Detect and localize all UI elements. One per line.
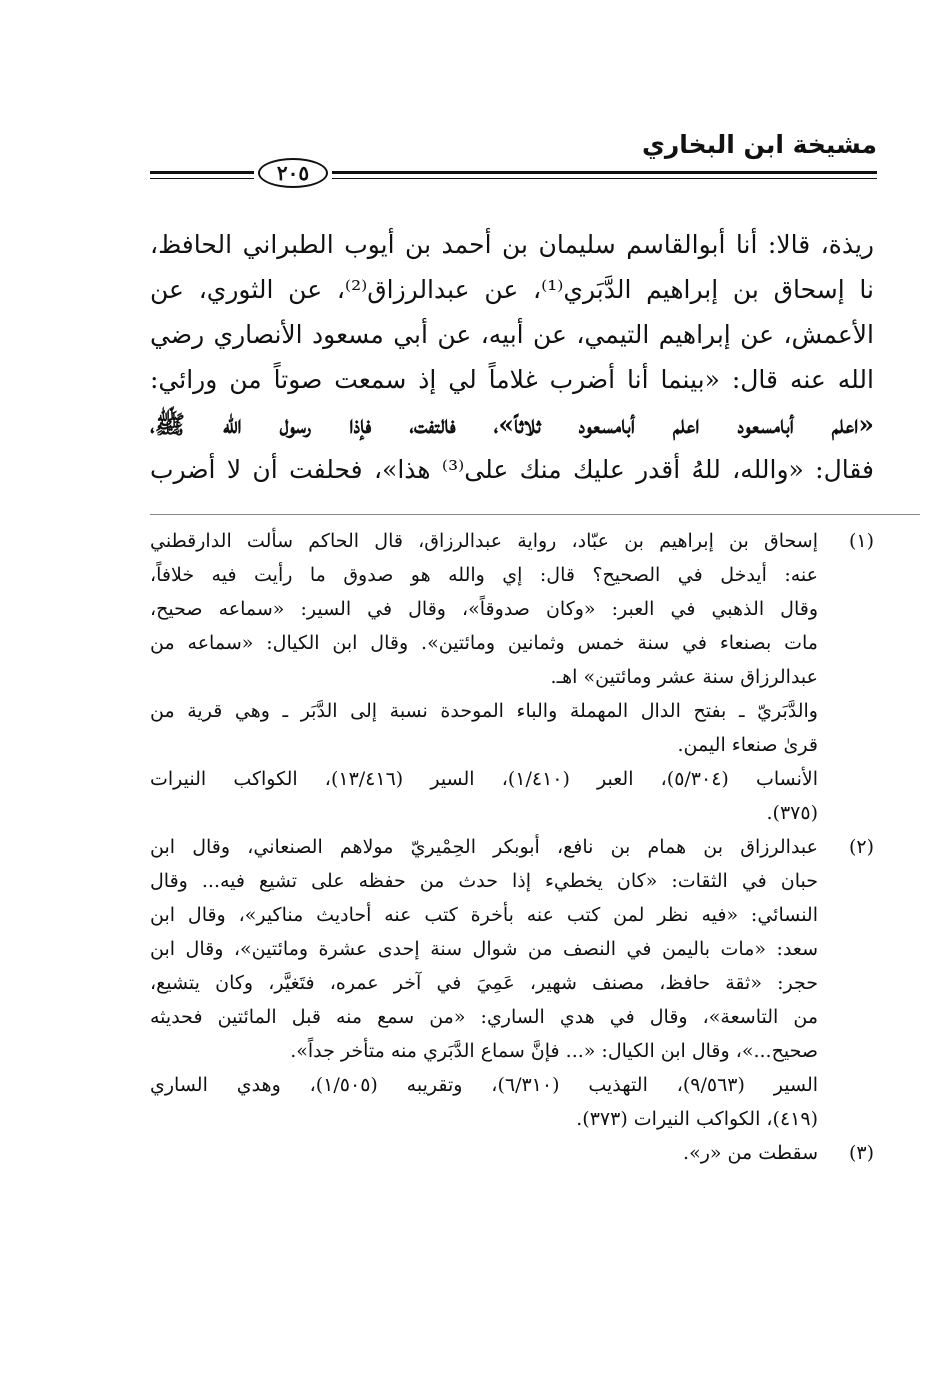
footnote-line: (٣٧٥).	[766, 802, 818, 824]
footnote-3	[150, 1136, 874, 1170]
footnote-line: حبان في الثقات: «كان يخطيء إذا حدث من حفظه على تشيع فيه... وقال	[150, 870, 818, 892]
main-line: ريذة، قالا: أنا أبوالقاسم سليمان بن أحمد بن أيوب الطبراني الحافظ،	[150, 230, 874, 259]
footnote-number: (١)	[848, 530, 874, 552]
header-rule-right	[332, 171, 877, 174]
footnote-line: والدَّبَريّ ـ بفتح الدال المهملة والباء الموحدة نسبة إلى الدَّبَر ـ وهي قرية من	[150, 700, 818, 722]
main-text	[150, 222, 874, 492]
main-line: الأعمش، عن إبراهيم التيمي، عن أبيه، عن أبي مسعود الأنصاري رضي	[150, 320, 874, 349]
page-header	[150, 130, 877, 190]
footnote-line: (٤١٩)، الكواكب النيرات (٣٧٣).	[576, 1108, 818, 1130]
footnotes	[150, 524, 874, 1170]
footnote-line: مات بصنعاء في سنة خمس وثمانين ومائتين». وقال ابن الكيال: «سماعه من	[150, 632, 818, 654]
footnote-line: قرىٰ صنعاء اليمن.	[677, 734, 818, 756]
footnote-line: إسحاق بن إبراهيم بن عبّاد، رواية عبدالرزاق، قال الحاكم سألت الدارقطني	[150, 530, 818, 552]
header-rule-right-thin	[332, 178, 877, 179]
running-title: مشيخة ابن البخاري	[641, 130, 877, 159]
header-rule-left	[150, 171, 254, 174]
footnote-line: سقطت من «ر».	[683, 1142, 818, 1164]
footnote-line: حجر: «ثقة حافظ، مصنف شهير، عَمِيَ في آخر عمره، فتَغيَّر، وكان يتشيع،	[150, 972, 818, 994]
main-line: الله عنه قال: «بينما أنا أضرب غلاماً لي إذ سمعت صوتاً من ورائي:	[150, 365, 874, 394]
footnote-line: عنه: أيدخل في الصحيح؟ قال: إي والله هو صدوق ما رأيت فيه خلافاً،	[150, 564, 818, 586]
footnote-separator	[150, 514, 920, 515]
footnote-number: (٣)	[848, 1142, 874, 1164]
footnote-line: عبدالرزاق بن همام بن نافع، أبوبكر الحِمْيريّ مولاهم الصنعاني، وقال ابن	[150, 836, 818, 858]
footnote-line: من التاسعة»، وقال في هدي الساري: «من سمع منه قبل المائتين فحديثه	[150, 1006, 818, 1028]
header-rule-left-thin	[150, 178, 254, 179]
footnote-line: عبدالرزاق سنة عشر ومائتين» اهـ.	[550, 666, 818, 688]
footnote-line: الأنساب (٥/٣٠٤)، العبر (١/٤١٠)، السير (١٣/٤١٦)، الكواكب النيرات	[150, 768, 818, 790]
footnote-line: وقال الذهبي في العبر: «وكان صدوقاً»، وقال في السير: «سماعه صحيح،	[150, 598, 818, 620]
footnote-2	[150, 830, 874, 1136]
main-line: فقال: «والله، للهُ أقدر عليك منك على⁽³⁾ هذا»، فحلفت أن لا أضرب	[150, 455, 874, 484]
footnote-1	[150, 524, 874, 830]
footnote-line: النسائي: «فيه نظر لمن كتب عنه بأخرة كتب عنه أحاديث مناكير»، وقال ابن	[150, 904, 818, 926]
footnote-line: السير (٩/٥٦٣)، التهذيب (٦/٣١٠)، وتقريبه (١/٥٠٥)، وهدي الساري	[150, 1074, 818, 1096]
footnote-line: صحيح...»، وقال ابن الكيال: «... فإنَّ سماع الدَّبَري منه متأخر جداً».	[290, 1040, 818, 1062]
main-line: نا إسحاق بن إبراهيم الدَّبَري⁽¹⁾، عن عبدالرزاق⁽²⁾، عن الثوري، عن	[150, 275, 874, 304]
main-line: «اعلم أبامسعود اعلم أبامسعود ثلاثاً»، فالتفت، فإذا رسول الله ﷺ،	[150, 410, 874, 439]
footnote-number: (٢)	[848, 836, 874, 858]
page-number: ٢٠٥	[258, 158, 328, 188]
footnote-line: سعد: «مات باليمن في النصف من شوال سنة إحدى عشرة ومائتين»، وقال ابن	[150, 938, 818, 960]
